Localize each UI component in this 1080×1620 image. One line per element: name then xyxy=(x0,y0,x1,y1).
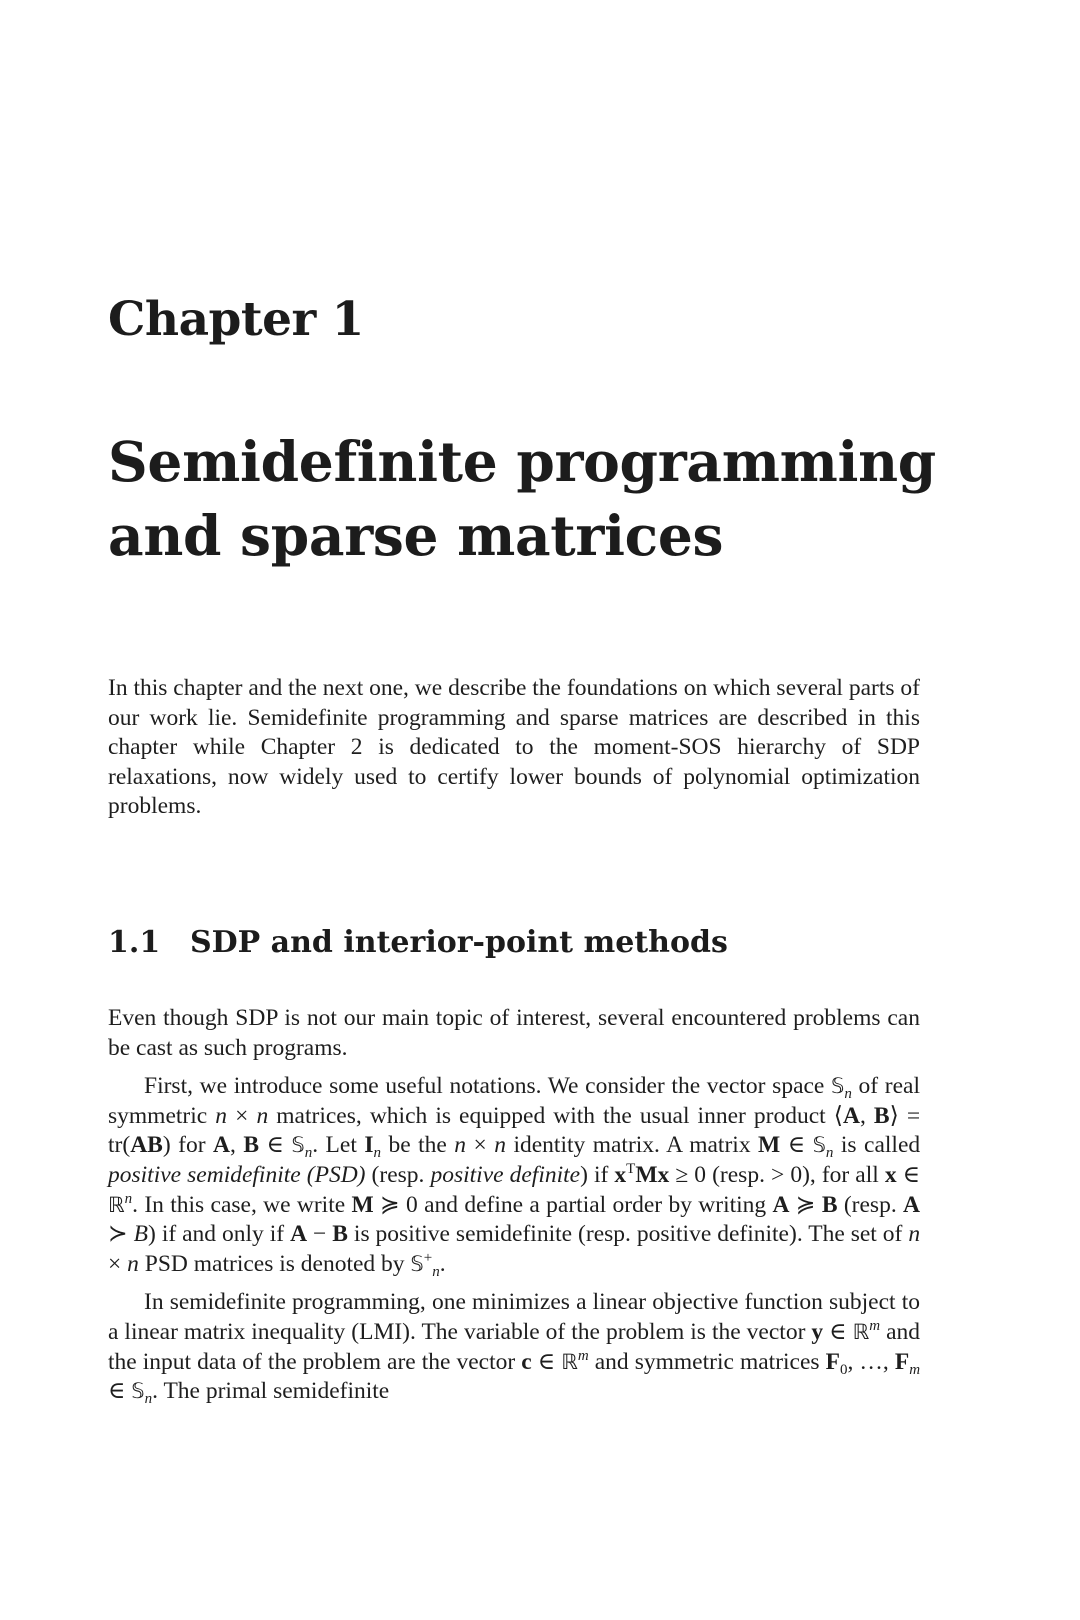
chapter-label: Chapter 1 xyxy=(108,292,364,347)
section-heading xyxy=(108,925,728,960)
chapter-title-line-1: Semidefinite programming xyxy=(108,429,936,494)
chapter-title-line-2: and sparse matrices xyxy=(108,503,724,568)
intro-paragraph: In this chapter and the next one, we describe the foundations on which several parts of our work lie. Semidefinite programming and sparse matrices are described in this chapter while Chapter 2 is dedicated to the moment-SOS hierarchy of SDP relaxations, now widely used to certify lower bounds of polynomial optimization problems. xyxy=(108,675,920,820)
section-number: 1.1 xyxy=(108,925,161,960)
section-paragraph-2: First, we introduce some useful notations. We consider the vector space 𝕊$_n$ of real symmetric n × n matrices, which is equipped with the usual inner product ⟨A, B⟩ = tr(AB) for A, B ∈ 𝕊$_n$. Let $I_n$ be the n × n identity matrix. A matrix M ∈ 𝕊$_n$ is called positive semidefinite (PSD) (resp. positive definite) if $x^TMx \ge 0$ (resp. > 0), for all x ∈ ℝ$^n$. In this case, we write M ≽ 0 and define a partial order by writing A ≽ B (resp. A ≻ B) if and only if A − B is positive semidefinite (resp. positive definite). The set of n × n PSD matrices is denoted by 𝕊+$_n$. xyxy=(108,1073,921,1280)
section-body xyxy=(108,1004,920,1416)
section-title: SDP and interior-point methods xyxy=(190,925,728,960)
chapter-title xyxy=(108,425,936,573)
section-paragraph-3: In semidefinite programming, one minimizes a linear objective function subject to a linear matrix inequality (LMI). The variable of the problem is the vector y ∈ ℝ$^m$ and the input data of the problem are the vector c ∈ ℝ$^m$ and symmetric matrices $F_0$, …, $F_m$ ∈ 𝕊$_n$. The primal semidefinite xyxy=(108,1289,921,1408)
page xyxy=(108,0,936,1620)
section-paragraph-1: Even though SDP is not our main topic of interest, several encountered problems can be cast as such programs. xyxy=(108,1005,920,1061)
